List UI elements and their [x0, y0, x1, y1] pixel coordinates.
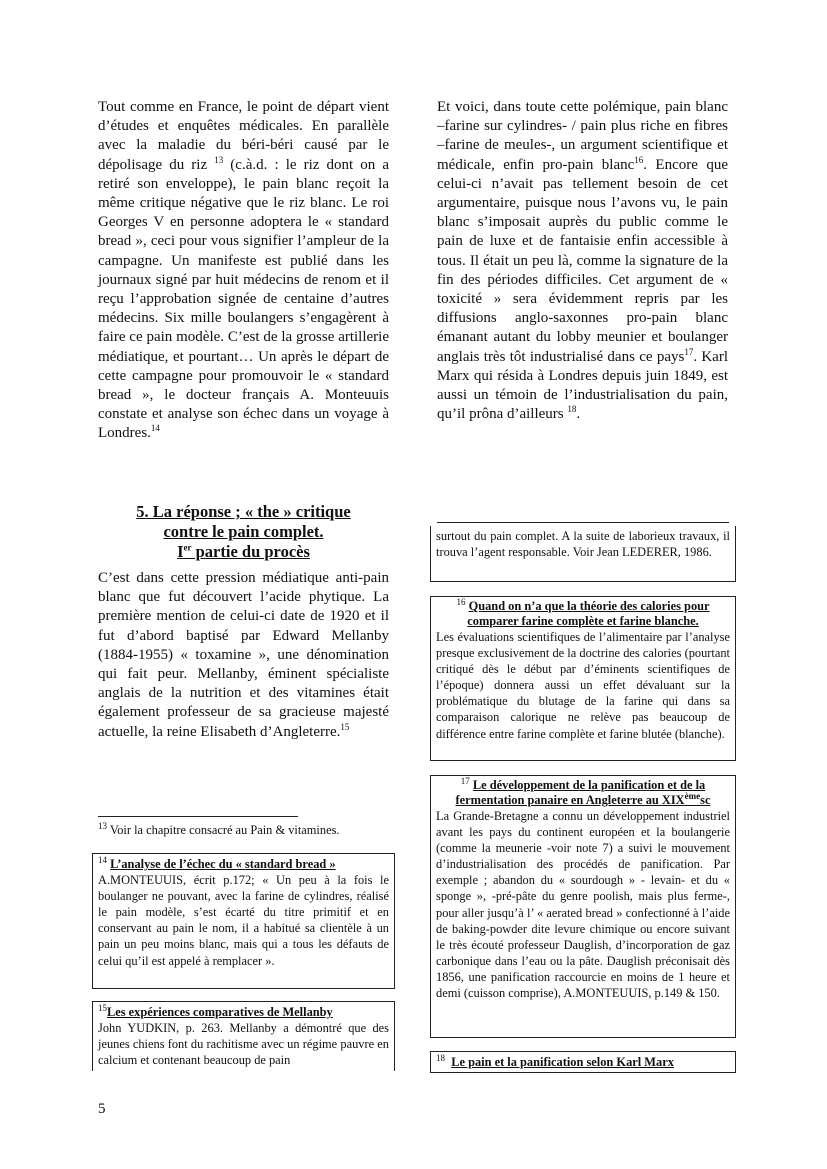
- footnote-ref-16[interactable]: 16: [634, 154, 644, 165]
- footnote-text: surtout du pain complet. A la suite de laborieux travaux, il trouva l’agent responsable. Voir Jean LEDERER, 1986.: [436, 529, 730, 560]
- paragraph-text: . Encore que celui-ci n’avait pas tellement besoin de cet argumentaire, puisque nous l’avons vu, le pain blanc s’imposait auprès du public comme le pain de luxe et de fantaisie enfin accessible à tous. Il était un peu là, comme la signature de la fin des périodes difficiles. Cet argument de « toxicité » sera évidemment repris par les diffusions anglo-saxonnes pro-pain blanc émanant autant du lobby meunier et boulanger anglais très tôt industrialisé dans ce pays: [437, 156, 728, 365]
- footnote-14-box: [92, 853, 395, 989]
- footnote-number: 16: [456, 596, 466, 607]
- footnote-text: Les évaluations scientifiques de l’alimentaire par l’analyse presque exclusivement de la doctrine des calories (pourtant critiqué dès le début par d’éminents scientifiques de l’époque) donnera aussi un effet dévaluant sur la problématique du blutage de la farine qui dans sa comparaison calorique ne relève pas beaucoup de différence entre farine complète et farine blutée (blanche).: [436, 630, 730, 741]
- footnote-title: Quand on n’a que la théorie des calories pour comparer farine complète et farine blanche.: [467, 599, 710, 628]
- section-title-line-3: I: [177, 542, 184, 561]
- footnote-text: La Grande-Bretagne a connu un développement industriel avant les pays du continent européen et la boulangerie (comme la meunerie -voir note 7) a suivi le mouvement d’industrialisation des procédés de panification. Par exemple ; abandon du « sourdough » - levain- et du « sponge », -pré-pâte du genre poolish, mais plus ferme-, pour aller jusqu’à l’ « aerated bread » confectionné à l’aide de baking-powder dite levure chimique ou encore suivant le très écouté professeur Dauglish, d’incorporation de gaz carbonique dans l’eau ou la pâte. Dauglish préconisait dès 1856, une panification raccourcie en moins de 1 heure et demi (cuisson comprise), A.MONTEUUIS, p.149 & 150.: [436, 809, 730, 1001]
- footnote-15-box: [92, 1001, 395, 1071]
- footnote-ref-15[interactable]: 15: [340, 721, 350, 732]
- footnote-number: 17: [460, 775, 470, 786]
- footnote-title-end: sc: [700, 793, 711, 807]
- footnote-ref-13[interactable]: 13: [214, 154, 224, 165]
- footnote-number: 15: [98, 1002, 107, 1013]
- footnote-number: 13: [98, 820, 107, 831]
- footnote-number: 18: [436, 1052, 445, 1063]
- paragraph-text: . Karl Marx qui résida à Londres depuis juin 1849, est aussi un témoin de l’industrialisation du pain, qu’il prôna d’ailleurs: [437, 348, 728, 423]
- footnote-number: 14: [98, 854, 107, 865]
- footnote-18-box: [430, 1051, 736, 1073]
- footnote-ref-14[interactable]: 14: [150, 423, 160, 434]
- page-number: 5: [98, 1101, 106, 1117]
- paragraph-text: .: [576, 406, 581, 423]
- footnote-title: Les expériences comparatives de Mellanby: [107, 1005, 333, 1019]
- footnote-16-box: [430, 596, 736, 761]
- left-column-paragraph-2: [98, 569, 389, 742]
- left-column-paragraph-1: [98, 98, 389, 444]
- footnote-17-box: [430, 775, 736, 1038]
- footnote-title: Le pain et la panification selon Karl Marx: [451, 1055, 674, 1069]
- footnote-text: John YUDKIN, p. 263. Mellanby a démontré que des jeunes chiens font du rachitisme avec un régime pauvre en calcium et contenant beaucoup de pain: [98, 1021, 389, 1068]
- footnote-title: Le développement de la panification et de la fermentation panaire en Angleterre au XIX: [455, 778, 706, 807]
- century-superscript: ème: [684, 790, 701, 801]
- footnote-ref-17[interactable]: 17: [684, 346, 694, 357]
- section-heading: [98, 502, 389, 562]
- paragraph-text: (c.à.d. : le riz dont on a retiré son enveloppe), le pain blanc reçoit la même critique négative que le riz blanc. Le roi Georges V en personne adoptera le « standard bread », ceci pour vous signifier l’ampleur de la campagne. Un manifeste est publié dans les journaux signé par huit médecins de renom et il reçu l’approbation signée de centaine d’autres médecins. Six mille boulangers s’engagèrent à faire ce pain modèle. C’est de la grosse artillerie médiatique, et pourtant… Un après le départ de cette campagne pour promouvoir le « standard bread », le docteur français A. Monteuuis constate et analyse son échec dans un voyage à Londres.: [98, 156, 389, 442]
- paragraph-text: Et voici, dans toute cette polémique, pain blanc –farine sur cylindres- / pain plus riche en fibres –farine de meules-, un argument scientifique et médicale, enfin pro-pain blanc: [437, 99, 728, 173]
- footnote-15-continuation-box: [430, 526, 736, 582]
- footnote-ref-18[interactable]: 18: [567, 404, 577, 415]
- footnote-text: A.MONTEUUIS, écrit p.172; « Un peu à la fois le boulanger ne pouvant, avec la farine de cylindres, réalisé le pain modèle, s’est écarté du titre primitif et en conservant au pain le nom, il a habitué sa clientèle à un pain un peu moins blanc, mais qui a tous les défauts de celui qu’il est appelé à remplacer ».: [98, 873, 389, 968]
- section-title-line-1: 5. La réponse ; « the » critique: [136, 502, 351, 521]
- footnote-text: Voir la chapitre consacré au Pain & vitamines.: [107, 823, 340, 837]
- ordinal-superscript: er: [183, 542, 192, 553]
- section-title-line-2: contre le pain complet.: [163, 522, 324, 541]
- footnote-separator: [437, 522, 729, 523]
- footnote-title: L’analyse de l’échec du « standard bread »: [110, 857, 336, 871]
- section-title-line-3-rest: partie du procès: [191, 542, 310, 561]
- footnote-separator: [98, 816, 298, 817]
- paragraph-text: C’est dans cette pression médiatique anti-pain blanc que fut découvert l’acide phytique. La première mention de celui-ci date de 1920 et il fut d’abord baptisé par Edward Mellanby (1884-1955) « toxamine », une dénomination qui fait peur. Mellanby, éminent spécialiste anglais de la nutrition et des vitamines était également professeur de sa gracieuse majesté actuelle, la reine Elisabeth d’Angleterre.: [98, 570, 389, 740]
- footnote-13: [98, 822, 389, 838]
- paragraph-text: Tout comme en France, le point de départ vient d’études et enquêtes médicales. En parallèle avec la maladie du béri-béri causé par le dépolisage du riz: [98, 99, 389, 173]
- right-column-paragraph: [437, 98, 728, 424]
